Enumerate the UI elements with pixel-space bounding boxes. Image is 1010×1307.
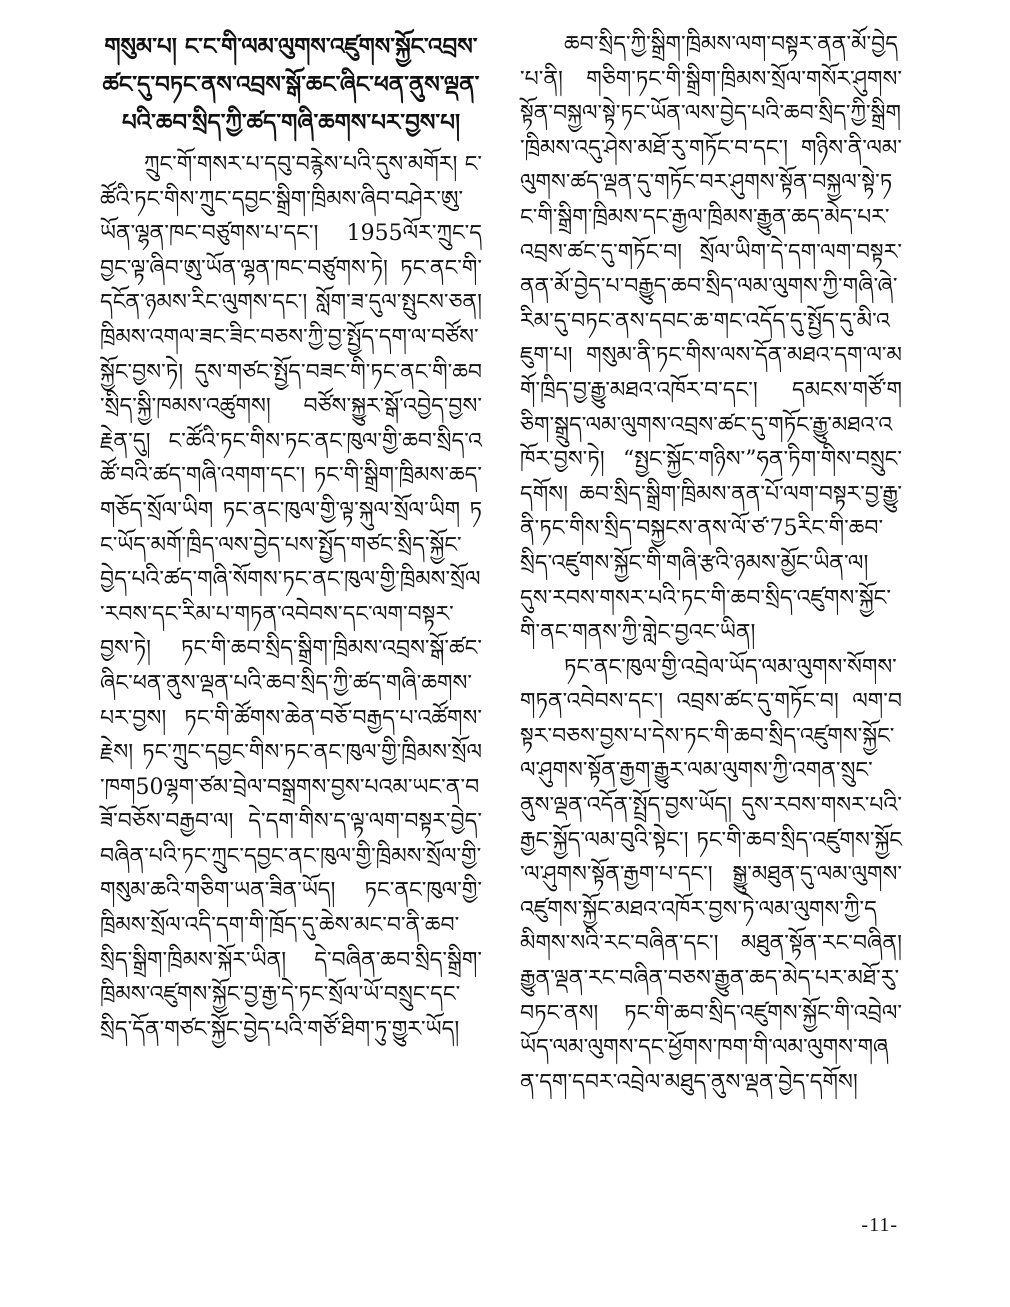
page-number: -11- (861, 1214, 898, 1236)
right-paragraph-2: ཏང་ནང་ཁུལ་གྱི་འབྲེལ་ཡོད་ལམ་ལུགས་སོགས་གཏན་འབེབས་དང་། འབྲས་ཚང་དུ་གཏོང་བ། ལག་བསྟར་བཅས་བྱས་པ་དེས་ཏང་གི་ཆབ་སྲིད་འཛུགས་སྐྱོང་ལ་ཤུགས་སྟོན་རྒྱག་རྒྱུར་ལམ་ལུགས་ཀྱི་འགན་སྲུང་ནུས་ལྡན་འདོན་སྤྲོད་བྱས་ཡོད། དུས་རབས་གསར་པའི་རྒྱང་སྐྱོད་ལམ་བུའི་སྟེང་། ཏང་གི་ཆབ་སྲིད་འཛུགས་སྐྱོང་ལ་ཤུགས་སྟོན་རྒྱག་པ་དང་། སྒྱུ་མཐུན་དུ་ལམ་ལུགས་འཛུགས་སྐྱོང་མཐའ་འཁོར་བྱས་ཏེ་ལམ་ལུགས་ཀྱི་དམིགས་སའི་རང་བཞིན་དང་། མཐུན་སྟོན་རང་བཞིན། རྒྱུན་ལྡན་རང་བཞིན་བཅས་རྒྱུན་ཆད་མེད་པར་མཐོ་རུ་བཏང་ནས། ཏང་གི་ཆབ་སྲིད་འཛུགས་སྐྱོང་གི་འབྲེལ་ཡོད་ལམ་ལུགས་དང་ཕྱོགས་ཁག་གི་ལམ་ལུགས་གཞན་དག་དབར་འབྲེལ་མཐུད་ནུས་ལྡན་བྱེད་དགོས། (520, 654, 902, 1095)
left-paragraph-1: ཀྲུང་གོ་གསར་པ་དབུ་བརྙེས་པའི་དུས་མགོར། ང་ཚོའི་ཏང་གིས་ཀྲུང་དབྱང་སྒྲིག་ཁྲིམས་ཞིབ་བཤེར་ཨུ་ཡོན་ལྷན་ཁང་བཙུགས་པ་དང་། 1955ལོར་ཀྲུང་དབྱང་ལྟ་ཞིབ་ཨུ་ཡོན་ལྷན་ཁང་བཙུགས་ཏེ། ཏང་ནང་གི་དངོན་ཉམས་རིང་ལུགས་དང་། སློག་ཟ་དུལ་སྤུངས་ཅན། ཁྲིམས་འགལ་ཟང་ཟིང་བཅས་ཀྱི་བྱ་སྤྱོད་དག་ལ་བཙོས་སྐྱོང་བྱས་ཏེ། དུས་གཙང་སྤྱོད་བཟང་གི་ཏང་ནང་གི་ཆབ་སྲིད་སྐྱི་ཁམས་འཚུགས། བཙོས་སྐྱུར་སྒོ་འབྱེད་བྱས་རྗེན་དུ། ང་ཚོའི་ཏང་གིས་ཏང་ནང་ཁུལ་གྱི་ཆབ་སྲིད་འཚོ་བའི་ཚད་གཞི་འགག་དང་། ཏང་གི་སྒྲིག་ཁྲིམས་ཆད་གཅོད་སྲོལ་ཡིག ཏང་ནང་ཁུལ་གྱི་ལྟ་སྐུལ་སྲོལ་ཡིག ཏང་ཡོད་མགོ་ཁྲིད་ལས་བྱེད་པས་སྤྱོད་གཙང་སྲིད་སྐྱོང་བྱེད་པའི་ཚད་གཞི་སོགས་ཏང་ནང་ཁུལ་གྱི་ཁྲིམས་སྲོལ་རབས་དང་རིམ་པ་གཏན་འབེབས་དང་ལག་བསྟར་བྱས་ཏེ། ཏང་གི་ཆབ་སྲིད་སྒྲིག་ཁྲིམས་འབྲས་སྒོ་ཚང་ཞིང་ཕན་ནུས་ལྡན་པའི་ཆབ་སྲིད་ཀྱི་ཚད་གཞི་ཆགས་པར་བྱས། ཏང་གི་ཚོགས་ཆེན་བཅོ་བརྒྱད་པ་འཚོགས་རྗེས། ཏང་ཀྲུང་དབྱང་གིས་ཏང་ནང་ཁུལ་གྱི་ཁྲིམས་སྲོལ་ཁག50ལྷག་ཙམ་བྲེལ་བསྒྲགས་བྱས་པའམ་ཡང་ན་བཟོ་བཅོས་བརྒྱབ་ལ། དེ་དག་གིས་ད་ལྟ་ལག་བསྟར་བྱེད་བཞིན་པའི་ཏང་ཀྲུང་དབྱང་ནང་ཁུལ་གྱི་ཁྲིམས་སྲོལ་གྱི་གསུམ་ཆའི་གཅིག་ཡན་ཟིན་ཡོད། ཏང་ནང་ཁུལ་གྱི་ཁྲིམས་སྲོལ་འདི་དག་གི་ཁྲོད་དུ་ཆེས་མང་བ་ནི་ཆབ་སྲིད་སྒྲིག་ཁྲིམས་སྐོར་ཡིན། དེ་བཞིན་ཆབ་སྲིད་སྒྲིག་ཁྲིམས་འཛུགས་སྐྱོང་བྱ་རྒྱ་དེ་ཏང་སྲོལ་ཡོ་བསྲུང་དང་སྲིད་དོན་གཙང་སྐྱོང་བྱེད་པའི་གཙོ་ཐིག་ཏུ་གྱུར་ཡོད། (100, 152, 482, 1042)
left-column (100, 28, 482, 1047)
section-heading: གསུམ་པ། ང་ང་གི་ལམ་ལུགས་འཛུགས་སྐྱོང་འབྲས་ཚང་དུ་བཏང་ནས་འབྲས་སྒོ་ཆང་ཞིང་ཕན་ནུས་ལྡན་པའི་ཆབ་སྲིད་ཀྱི་ཚད་གཞི་ཆགས་པར་བྱས་པ། (102, 33, 480, 136)
right-column (520, 28, 902, 1100)
right-paragraph-1: ཆབ་སྲིད་ཀྱི་སྒྲིག་ཁྲིམས་ལག་བསྟར་ནན་མོ་བྱེད་པ་ནི། གཅིག་ཏང་གི་སྒྲིག་ཁྲིམས་སྲོལ་གསོར་ཤུགས་སྟོན་བསྐྱལ་སྟེ་ཏང་ཡོན་ལས་བྱེད་པའི་ཆབ་སྲིད་ཀྱི་སྒྲིག་ཁྲིམས་འདུ་ཤེས་མཐོ་རུ་གཏོང་བ་དང་། གཉིས་ནི་ལམ་ལུགས་ཚད་ལྡན་དུ་གཏོང་བར་ཤུགས་སྟོན་བསྐྱལ་སྟེ་ཏང་གི་སྒྲིག་ཁྲིམས་དང་རྒྱལ་ཁྲིམས་རྒྱུན་ཆད་མེད་པར་འབྲས་ཚང་དུ་གཏོང་བ། སྲོལ་ཡིག་དེ་དག་ལག་བསྟར་ནན་མོ་བྱེད་པ་བརྒྱུད་ཆབ་སྲིད་ལམ་ལུགས་ཀྱི་གཞི་ཞེ་རིམ་དུ་བཏང་ནས་དབང་ཆ་གང་འདོད་དུ་སྤྱོད་དུ་མི་འཇུག་པ། གསུམ་ནི་ཏང་གིས་ལས་དོན་མཐའ་དག་ལ་མགོ་ཁྲིད་བྱ་རྒྱུ་མཐའ་འཁོར་བ་དང་། དམངས་གཙོ་གཅིག་སྒྲུད་ལམ་ལུགས་འབྲས་ཚང་དུ་གཏོང་རྒྱུ་མཐའ་འཁོར་བྱས་ཏེ། “སྤྱང་སྐྱོང་གཉིས་”ཧན་ཏིག་གིས་བསྲུང་དགོས། ཆབ་སྲིད་སྒྲིག་ཁྲིམས་ནན་པོ་ལག་བསྟར་བྱ་རྒྱུ་ནི་ཏང་གིས་སྲིད་བསྐྱངས་ནས་ལོ་ཙ་75རིང་གི་ཆབ་སྲིད་འཛུགས་སྐྱོང་གི་གཞི་རྩའི་ཉམས་མྱོང་ཡིན་ལ། དུས་རབས་གསར་པའི་ཏང་གི་ཆབ་སྲིད་འཛུགས་སྐྱོང་གི་ནང་གནས་ཀྱི་གླེང་བྱའང་ཡིན། (520, 32, 902, 646)
